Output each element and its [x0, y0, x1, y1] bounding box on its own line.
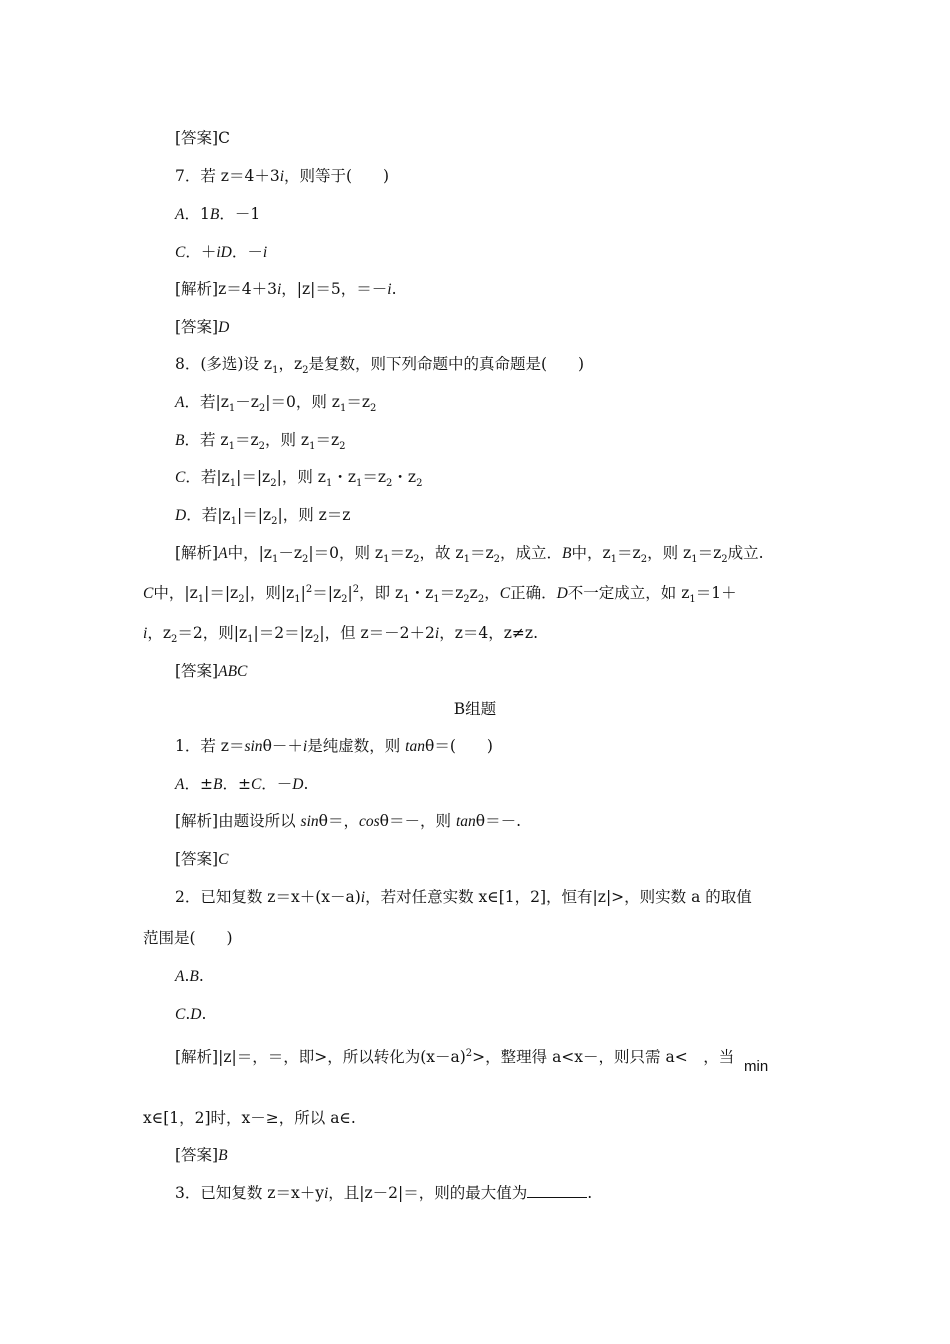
b-question-2: 2．已知复数 z＝x＋(x－a)i，若对任意实数 x∈[1，2]，恒有|z|>，则实数 a 的取值	[175, 888, 752, 906]
b2-options-cd: C.D.	[175, 1005, 207, 1023]
min-label: min	[744, 1058, 769, 1075]
b2-options-ab: A.B.	[175, 967, 204, 985]
b2-solution-line-1: [解析]|z|＝，＝，即>，所以转化为$(x-a)^2>$，整理得 a<x－，则只需 a< ，当	[175, 1048, 735, 1066]
b2-answer: [答案]B	[175, 1146, 228, 1164]
b1-options: A．±B．±C．－D.	[175, 775, 309, 793]
q8-solution-line-2: C中，$|z_1|=|z_2|$，则$|z_1|^2=|z_2|^2$，即 $z_1$・$z_1=z_2z_2$，C正确．D不一定成立，如 $z_1=1+$	[143, 584, 737, 605]
q8-solution-line-1: [解析]A中，$|z_1-z_2|=0$，则 $z_1=z_2$，故 $z_1=z_2$，成立．B中，$z_1=z_2$，则 $z_1=z_2$成立.	[175, 544, 764, 565]
b-question-3: 3．已知复数 z＝x＋yi，且|z－2|＝，则的最大值为 .	[175, 1184, 593, 1202]
question-8: 8．(多选)设 $z_1$，$z_2$是复数，则下列命题中的真命题是( )	[175, 355, 585, 376]
b2-solution-line-2: x∈[1，2]时，x－≥，所以 a∈.	[143, 1109, 356, 1127]
q8-option-b: B．若 $z_1=z_2$，则 $z_1=z_2$	[175, 431, 346, 452]
b1-answer: [答案]C	[175, 850, 229, 868]
q7-solution: [解析]z＝4＋3i，|z|＝5，＝－i.	[175, 280, 397, 298]
b-question-1: 1．若 z＝sinθ－＋i是纯虚数，则 tanθ＝( )	[175, 737, 493, 755]
q8-option-a: A．若$|z_1-z_2|=0$，则 $z_1=z_2$	[175, 393, 377, 414]
b1-solution: [解析]由题设所以 sinθ＝，cosθ＝－，则 tanθ＝－.	[175, 812, 522, 830]
q8-option-c: C．若$|z_1|=|z_2|$，则 $z_1$・$z_1=z_2$・$z_2$	[175, 468, 423, 489]
answer-line: [答案]C	[175, 129, 230, 147]
q7-options-ab: A．1B．－1	[175, 205, 261, 223]
section-heading: B组题	[453, 700, 497, 718]
q7-options-cd: C．＋iD．－i	[175, 243, 268, 261]
q7-answer: [答案]D	[175, 318, 230, 336]
q8-option-d: D．若$|z_1|=|z_2|$，则 z＝z	[175, 506, 351, 527]
b2-question-line-2: 范围是( )	[143, 929, 233, 947]
q8-solution-line-3: i，$z_2=2$，则$|z_1|=2=|z_2|$，但 z＝－2＋2i，z＝4，z≠z.	[143, 624, 538, 645]
question-7: 7．若 z＝4＋3i，则等于( )	[175, 167, 390, 185]
q8-answer: [答案]ABC	[175, 662, 248, 680]
answer-blank[interactable]	[527, 1183, 587, 1198]
